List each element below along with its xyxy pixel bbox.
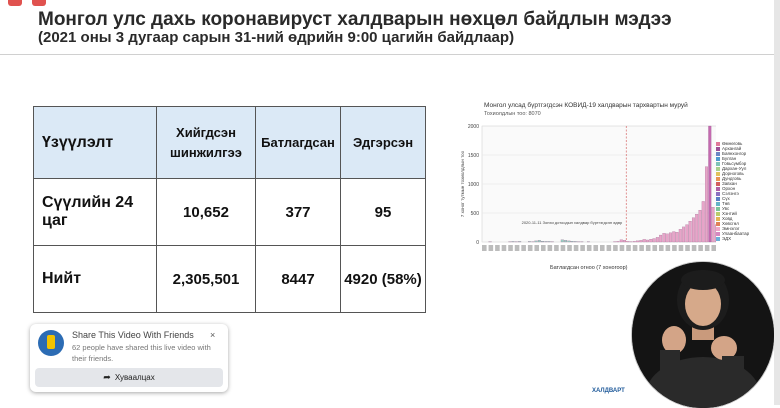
- chart-bar: [712, 207, 715, 242]
- y-axis-label: 7 хоног тутмын тохиолдлын тоо: [460, 150, 465, 217]
- row-label: Нийт: [34, 246, 157, 313]
- legend-swatch: [716, 177, 720, 181]
- x-tick-label: [705, 245, 710, 251]
- recording-indicator: [8, 0, 22, 6]
- window-edge: [774, 0, 780, 405]
- chart-bar: [568, 241, 571, 242]
- chart-bar: [633, 241, 636, 242]
- tests-value: 10,652: [157, 179, 256, 246]
- x-tick-label: [515, 245, 520, 251]
- x-tick-label: [626, 245, 631, 251]
- legend-label: Сүх: [722, 196, 730, 201]
- legend-swatch: [716, 162, 720, 166]
- x-tick-label: [593, 245, 598, 251]
- table-header-row: [34, 107, 426, 179]
- header-recovered: Эдгэрсэн: [341, 107, 426, 179]
- legend-swatch: [716, 222, 720, 226]
- legend-swatch: [716, 157, 720, 161]
- legend-label: Ховд: [722, 216, 732, 221]
- chart-bar: [518, 241, 521, 242]
- row-label: Сүүлийн 24 цаг: [34, 179, 157, 246]
- recording-indicator-2: [32, 0, 46, 6]
- chart-bar: [541, 241, 544, 242]
- table-row: [34, 179, 426, 246]
- legend-label: Эмнэлэг: [722, 226, 740, 231]
- y-tick-label: 500: [471, 211, 480, 217]
- slide-title: Монгол улс дахь коронавируст халдварын нөхцөл байдлын мэдээ: [38, 9, 672, 31]
- x-tick-label: [692, 245, 697, 251]
- chart-bar: [669, 233, 672, 242]
- x-tick-label: [521, 245, 526, 251]
- interpreter-figure: [632, 262, 774, 408]
- chart-bar: [535, 241, 538, 242]
- x-tick-label: [639, 245, 644, 251]
- legend-swatch: [716, 227, 720, 231]
- x-tick-label: [600, 245, 605, 251]
- chart-bar: [705, 167, 708, 242]
- legend-swatch: [716, 212, 720, 216]
- x-tick-label: [541, 245, 546, 251]
- x-tick-label: [659, 245, 664, 251]
- chart-bar: [564, 240, 567, 242]
- chart-bar: [561, 240, 564, 242]
- chart-bar: [620, 240, 623, 242]
- x-tick-label: [679, 245, 684, 251]
- chart-bar: [666, 234, 669, 242]
- legend-swatch: [716, 192, 720, 196]
- epidemic-curve-chart: [458, 118, 716, 266]
- x-tick-label: [672, 245, 677, 251]
- chart-title: Монгол улсад бүртгэгдсэн КОВИД-19 халдварын тархвартын муруй: [484, 102, 688, 109]
- header-indicator: Үзүүлэлт: [34, 107, 157, 179]
- legend-label: Хэнтий: [722, 211, 737, 216]
- legend-swatch: [716, 217, 720, 221]
- x-tick-label: [508, 245, 513, 251]
- x-tick-label: [528, 245, 533, 251]
- chart-bar: [695, 214, 698, 242]
- legend-label: Булган: [722, 156, 736, 161]
- legend-swatch: [716, 197, 720, 201]
- chart-bar: [676, 232, 679, 242]
- chart-bar: [656, 237, 659, 242]
- confirmed-value: 377: [256, 179, 341, 246]
- chart-bar: [571, 241, 574, 242]
- legend-label: Хөвсгөл: [722, 221, 739, 226]
- statistics-table: [33, 106, 426, 313]
- chart-bar: [643, 239, 646, 242]
- x-tick-label: [561, 245, 566, 251]
- chart-bar: [646, 240, 649, 242]
- legend-swatch: [716, 142, 720, 146]
- chart-bar: [623, 240, 626, 242]
- chart-bar: [659, 235, 662, 242]
- x-tick-label: [666, 245, 671, 251]
- page-logo: [38, 330, 64, 356]
- slide-subtitle: (2021 оны 3 дугаар сарын 31-ний өдрийн 9:00 цагийн байдлаар): [38, 29, 514, 46]
- x-tick-label: [574, 245, 579, 251]
- x-tick-label: [495, 245, 500, 251]
- annotation-text: 2020-11-11 Зонхи дотоодын халдвар бүртгэгдсэн өдөр: [522, 220, 623, 225]
- chart-bar: [512, 241, 515, 242]
- legend-label: ЭДХ: [722, 236, 731, 241]
- legend-swatch: [716, 207, 720, 211]
- chart-bar: [663, 233, 666, 242]
- table-row: [34, 246, 426, 313]
- legend-swatch: [716, 147, 720, 151]
- share-button-label: Хуваалцах: [115, 373, 155, 382]
- legend-label: Орхон: [722, 186, 735, 191]
- chart-bar: [548, 241, 551, 242]
- chart-bar: [672, 232, 675, 242]
- legend-label: Өмнөговь: [722, 141, 742, 146]
- share-arrow-icon: ➦: [103, 372, 111, 383]
- x-tick-label: [554, 245, 559, 251]
- chart-bar: [528, 241, 531, 242]
- legend-swatch: [716, 167, 720, 171]
- legend-label: Увс: [722, 206, 729, 211]
- x-tick-label: [646, 245, 651, 251]
- confirmed-value: 8447: [256, 246, 341, 313]
- chart-bar: [636, 241, 639, 242]
- x-tick-label: [613, 245, 618, 251]
- legend-swatch: [716, 182, 720, 186]
- title-divider: [0, 54, 780, 55]
- legend-label: Баянхонгор: [722, 151, 746, 156]
- legend-label: Дундговь: [722, 176, 741, 181]
- legend-label: Улаанбаатар: [722, 231, 749, 236]
- share-button[interactable]: [35, 368, 223, 387]
- legend-swatch: [716, 232, 720, 236]
- sign-language-interpreter-video: [632, 262, 774, 408]
- legend-label: Завхан: [722, 181, 737, 186]
- chart-bar: [702, 201, 705, 242]
- recovered-value: 4920 (58%): [341, 246, 426, 313]
- x-tick-label: [567, 245, 572, 251]
- legend-label: Говьсүмбэр: [722, 161, 746, 166]
- legend-item: [716, 236, 749, 241]
- legend-swatch: [716, 172, 720, 176]
- chart-bar: [617, 241, 620, 242]
- x-tick-label: [698, 245, 703, 251]
- legend-label: Дархан-Уул: [722, 166, 746, 171]
- chart-bar: [708, 126, 711, 242]
- recovered-value: 95: [341, 179, 426, 246]
- legend-label: Архангай: [722, 146, 741, 151]
- chart-bar: [627, 241, 630, 242]
- share-card-text: 62 people have shared this live video with their friends.: [72, 342, 212, 364]
- chart-bar: [538, 240, 541, 242]
- chart-subtitle: Тохиолдлын тоо: 8070: [484, 111, 541, 117]
- chart-x-axis-label: Батлагдсан огноо (7 хоногоор): [550, 265, 627, 271]
- x-tick-label: [580, 245, 585, 251]
- header-confirmed: Батлагдсан: [256, 107, 341, 179]
- y-tick-label: 2000: [468, 124, 479, 130]
- x-tick-label: [534, 245, 539, 251]
- x-tick-label: [587, 245, 592, 251]
- x-tick-label: [548, 245, 553, 251]
- chart-bar: [574, 241, 577, 242]
- x-tick-label: [607, 245, 612, 251]
- legend-label: Төв: [722, 201, 730, 206]
- x-tick-label: [482, 245, 487, 251]
- legend-label: Сэлэнгэ: [722, 191, 739, 196]
- y-tick-label: 1000: [468, 182, 479, 188]
- chart-bar: [699, 210, 702, 242]
- x-tick-label: [502, 245, 507, 251]
- legend-swatch: [716, 152, 720, 156]
- chart-legend: [716, 141, 749, 241]
- chart-bar: [682, 227, 685, 242]
- chart-bar: [640, 240, 643, 242]
- chart-bar: [686, 225, 689, 242]
- x-tick-label: [489, 245, 494, 251]
- chart-bar: [653, 239, 656, 242]
- legend-swatch: [716, 187, 720, 191]
- share-card-title: Share This Video With Friends: [72, 330, 194, 340]
- tests-value: 2,305,501: [157, 246, 256, 313]
- y-tick-label: 1500: [468, 153, 479, 159]
- share-video-card: [30, 324, 228, 392]
- chart-bar: [679, 229, 682, 242]
- chart-bar: [692, 218, 695, 242]
- footer-logo-text: ХАЛДВАРТ: [592, 388, 625, 394]
- legend-swatch: [716, 202, 720, 206]
- chart-bar: [545, 241, 548, 242]
- y-tick-label: 0: [476, 240, 479, 246]
- close-icon[interactable]: ×: [210, 330, 215, 340]
- header-tests: Хийгдсэн шинжилгээ: [157, 107, 256, 179]
- x-tick-label: [652, 245, 657, 251]
- legend-swatch: [716, 237, 720, 241]
- chart-bar: [649, 239, 652, 242]
- x-tick-label: [633, 245, 638, 251]
- x-tick-label: [711, 245, 716, 251]
- x-tick-label: [620, 245, 625, 251]
- legend-label: Дорноговь: [722, 171, 744, 176]
- x-tick-label: [685, 245, 690, 251]
- chart-bar: [689, 221, 692, 242]
